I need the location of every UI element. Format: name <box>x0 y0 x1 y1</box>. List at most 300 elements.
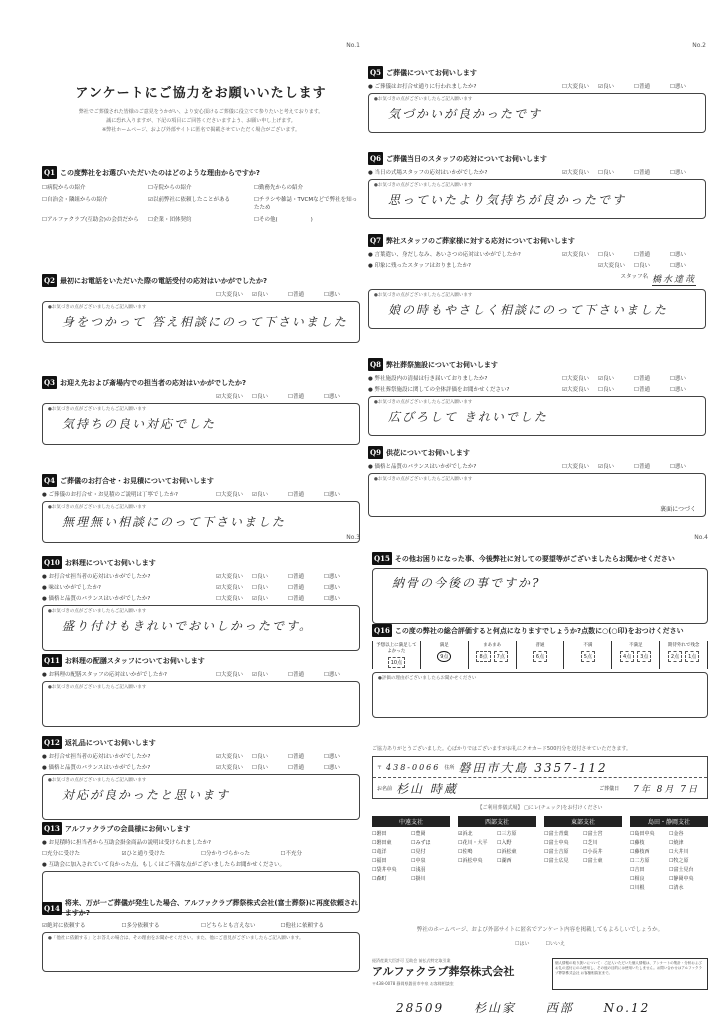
checkbox-icon[interactable]: ☐ <box>252 574 257 580</box>
checkbox-option[interactable] <box>634 261 670 269</box>
checkbox-option[interactable] <box>497 839 536 846</box>
checkbox-icon[interactable]: ☐ <box>669 858 674 864</box>
checkbox-option[interactable] <box>148 215 254 223</box>
checkbox-icon[interactable]: ☐ <box>252 394 257 400</box>
checkbox-option[interactable] <box>634 385 670 393</box>
handwritten-answer[interactable]: 対応が良かったと思います <box>62 788 231 802</box>
checkbox-option[interactable] <box>670 168 706 176</box>
checkbox-option[interactable] <box>148 183 254 191</box>
checkbox-icon[interactable]: ☐ <box>42 851 47 857</box>
comment-box[interactable] <box>368 93 706 133</box>
checkbox-option[interactable] <box>670 385 706 393</box>
score-option[interactable]: 2点 <box>668 651 682 662</box>
checkbox-checked-icon[interactable]: ☑ <box>216 585 221 591</box>
comment-box[interactable] <box>368 289 706 329</box>
checkbox-option[interactable] <box>288 392 324 400</box>
checkbox-option[interactable] <box>497 848 536 855</box>
checkbox-icon[interactable]: ☐ <box>254 217 259 223</box>
comment-box[interactable] <box>42 301 360 343</box>
checkbox-option[interactable] <box>281 921 361 929</box>
checkbox-option[interactable] <box>546 941 566 947</box>
checkbox-option[interactable] <box>254 195 360 211</box>
score-option[interactable]: 6点 <box>533 651 547 662</box>
checkbox-option[interactable] <box>122 921 202 929</box>
checkbox-icon[interactable]: ☐ <box>42 217 47 223</box>
checkbox-icon[interactable]: ☐ <box>634 263 639 269</box>
checkbox-option[interactable] <box>42 849 122 857</box>
checkbox-checked-icon[interactable]: ☑ <box>562 387 567 393</box>
checkbox-option[interactable] <box>598 462 634 470</box>
checkbox-icon[interactable]: ☐ <box>372 840 377 846</box>
checkbox-option[interactable] <box>324 490 360 498</box>
checkbox-option[interactable] <box>583 839 622 846</box>
checkbox-icon[interactable]: ☐ <box>670 263 675 269</box>
checkbox-icon[interactable]: ☐ <box>583 840 588 846</box>
checkbox-option[interactable] <box>544 830 583 837</box>
checkbox-option[interactable] <box>562 462 598 470</box>
checkbox-icon[interactable]: ☐ <box>544 849 549 855</box>
checkbox-icon[interactable]: ☐ <box>634 84 639 90</box>
checkbox-option[interactable] <box>669 839 708 846</box>
checkbox-option[interactable] <box>372 857 411 864</box>
checkbox-option[interactable] <box>42 215 148 223</box>
checkbox-icon[interactable]: ☐ <box>544 831 549 837</box>
checkbox-icon[interactable]: ☐ <box>598 252 603 258</box>
checkbox-icon[interactable]: ☐ <box>216 672 221 678</box>
checkbox-option[interactable] <box>562 168 598 176</box>
checkbox-icon[interactable]: ☐ <box>324 292 329 298</box>
handwritten-answer[interactable]: 広びろして きれいでした <box>388 410 548 424</box>
checkbox-option[interactable] <box>372 830 411 837</box>
checkbox-option[interactable] <box>670 250 706 258</box>
score-group-label: 期待外れで残念 <box>667 643 700 648</box>
checkbox-option[interactable] <box>216 290 252 298</box>
checkbox-icon[interactable]: ☐ <box>254 185 259 191</box>
checkbox-icon[interactable]: ☐ <box>544 840 549 846</box>
checkbox-option[interactable] <box>216 752 252 760</box>
checkbox-option[interactable] <box>288 572 324 580</box>
checkbox-option[interactable] <box>598 168 634 176</box>
checkbox-icon[interactable]: ☐ <box>288 292 293 298</box>
checkbox-option[interactable] <box>630 830 669 837</box>
zip-value[interactable]: 438-0066 <box>386 762 441 772</box>
checkbox-option[interactable] <box>216 670 252 678</box>
checkbox-icon[interactable]: ☐ <box>288 394 293 400</box>
checkbox-option[interactable] <box>583 830 622 837</box>
checkbox-icon[interactable]: ☐ <box>670 387 675 393</box>
checkbox-icon[interactable]: ☐ <box>201 923 206 929</box>
checkbox-option[interactable] <box>544 857 583 864</box>
handwritten-answer[interactable]: 盛り付けもきれいでおいしかったです。 <box>62 619 314 633</box>
checkbox-option[interactable] <box>372 839 411 846</box>
checkbox-icon[interactable]: ☐ <box>411 867 416 873</box>
checkbox-icon[interactable]: ☐ <box>670 252 675 258</box>
checkbox-icon[interactable]: ☐ <box>669 849 674 855</box>
checkbox-checked-icon[interactable]: ☑ <box>598 263 603 269</box>
checkbox-icon[interactable]: ☐ <box>288 585 293 591</box>
checkbox-icon[interactable]: ☐ <box>562 376 567 382</box>
score-option[interactable]: 7点 <box>494 651 508 662</box>
checkbox-icon[interactable]: ☐ <box>324 585 329 591</box>
checkbox-option[interactable] <box>583 848 622 855</box>
comment-box[interactable] <box>372 672 708 718</box>
checkbox-icon[interactable]: ☐ <box>324 492 329 498</box>
checkbox-icon[interactable]: ☐ <box>121 923 127 929</box>
checkbox-checked-icon[interactable]: ☑ <box>562 170 567 176</box>
checkbox-icon[interactable]: ☐ <box>458 849 463 855</box>
checkbox-icon[interactable]: ☐ <box>669 876 674 882</box>
checkbox-option[interactable] <box>669 884 708 891</box>
checkbox-icon[interactable]: ☐ <box>288 596 293 602</box>
checkbox-icon[interactable]: ☐ <box>497 858 502 864</box>
checkbox-option[interactable] <box>288 763 324 771</box>
checkbox-option[interactable] <box>288 594 324 602</box>
checkbox-option[interactable] <box>544 848 583 855</box>
comment-box[interactable] <box>368 473 706 517</box>
checkbox-option[interactable] <box>252 594 288 602</box>
checkbox-icon[interactable]: ☐ <box>280 851 286 857</box>
checkbox-option[interactable] <box>252 572 288 580</box>
comment-box[interactable] <box>42 501 360 543</box>
checkbox-option[interactable] <box>562 250 598 258</box>
checkbox-option[interactable] <box>216 572 252 580</box>
checkbox-option[interactable] <box>497 830 536 837</box>
checkbox-icon[interactable]: ☐ <box>545 941 550 947</box>
checkbox-option[interactable] <box>324 594 360 602</box>
checkbox-icon[interactable]: ☐ <box>288 492 293 498</box>
checkbox-icon[interactable]: ☐ <box>670 464 675 470</box>
checkbox-option[interactable] <box>562 82 598 90</box>
comment-box[interactable] <box>372 568 708 624</box>
checkbox-label: 分かりづらかった <box>205 851 250 857</box>
checkbox-option[interactable] <box>216 490 252 498</box>
checkbox-option[interactable] <box>458 830 497 837</box>
checkbox-icon[interactable]: ☐ <box>372 876 377 882</box>
checkbox-icon[interactable]: ☐ <box>562 84 567 90</box>
checkbox-icon[interactable]: ☐ <box>288 754 293 760</box>
checkbox-icon[interactable]: ☐ <box>288 574 293 580</box>
checkbox-option[interactable] <box>288 583 324 591</box>
checkbox-checked-icon[interactable]: ☑ <box>562 252 567 258</box>
checkbox-option[interactable] <box>252 752 288 760</box>
checkbox-option[interactable] <box>630 884 669 891</box>
checkbox-option[interactable] <box>634 168 670 176</box>
checkbox-icon[interactable]: ☐ <box>497 840 502 846</box>
checkbox-option[interactable] <box>630 875 669 882</box>
checkbox-icon[interactable]: ☐ <box>515 941 520 947</box>
checkbox-icon[interactable]: ☐ <box>583 831 588 837</box>
address-value[interactable]: 磐田市大島 3357-112 <box>458 760 608 775</box>
checkbox-option[interactable] <box>372 875 411 882</box>
question-number: Q1 <box>44 168 55 177</box>
checkbox-label: 大変良い <box>220 765 243 771</box>
checkbox-checked-icon[interactable]: ☑ <box>42 923 47 929</box>
checkbox-option[interactable] <box>562 374 598 382</box>
checkbox-option[interactable] <box>669 857 708 864</box>
comment-box[interactable] <box>368 179 706 219</box>
checkbox-icon[interactable]: ☐ <box>634 170 639 176</box>
checkbox-icon[interactable]: ☐ <box>634 252 639 258</box>
checkbox-checked-icon[interactable]: ☑ <box>216 754 221 760</box>
checkbox-option[interactable] <box>201 849 281 857</box>
checkbox-option[interactable] <box>216 594 252 602</box>
checkbox-label: 森町 <box>376 876 387 882</box>
consent-option[interactable] <box>546 941 566 947</box>
checkbox-option[interactable] <box>634 250 670 258</box>
checkbox-option[interactable] <box>216 392 252 400</box>
checkbox-label: 普通 <box>638 464 650 470</box>
score-option[interactable]: 8点 <box>476 651 490 662</box>
checkbox-checked-icon[interactable]: ☑ <box>252 596 257 602</box>
checkbox-icon[interactable]: ☐ <box>252 585 257 591</box>
checkbox-icon[interactable]: ☐ <box>324 765 329 771</box>
score-option[interactable]: 1点 <box>685 651 699 662</box>
checkbox-option[interactable] <box>372 866 411 873</box>
handwritten-answer[interactable]: 思っていたより気持ちが良かったです <box>388 193 627 207</box>
checkbox-icon[interactable]: ☐ <box>324 754 329 760</box>
checkbox-icon[interactable]: ☐ <box>669 885 674 891</box>
checkbox-icon[interactable]: ☐ <box>216 596 221 602</box>
checkbox-icon[interactable]: ☐ <box>630 831 635 837</box>
checkbox-option[interactable] <box>630 839 669 846</box>
checkbox-checked-icon[interactable]: ☑ <box>216 574 221 580</box>
score-option[interactable]: 9点 <box>437 651 451 662</box>
checkbox-option[interactable] <box>598 385 634 393</box>
checkbox-option[interactable] <box>669 830 708 837</box>
checkbox-option[interactable] <box>324 752 360 760</box>
checkbox-icon[interactable]: ☐ <box>288 765 293 771</box>
checkbox-option[interactable] <box>411 857 450 864</box>
checkbox-icon[interactable]: ☐ <box>669 840 674 846</box>
checkbox-icon[interactable]: ☐ <box>324 672 329 678</box>
checkbox-option[interactable] <box>562 385 598 393</box>
checkbox-option[interactable] <box>252 670 288 678</box>
checkbox-option[interactable] <box>324 392 360 400</box>
checkbox-option[interactable] <box>288 290 324 298</box>
checkbox-icon[interactable]: ☐ <box>148 217 153 223</box>
checkbox-icon[interactable]: ☐ <box>562 464 567 470</box>
checkbox-label: 清水 <box>673 885 684 891</box>
checkbox-option[interactable] <box>411 866 450 873</box>
checkbox-icon[interactable]: ☐ <box>598 170 603 176</box>
checkbox-option[interactable] <box>598 82 634 90</box>
checkbox-icon[interactable]: ☐ <box>670 84 675 90</box>
checkbox-option[interactable] <box>670 462 706 470</box>
handwritten-answer[interactable]: 無理無い相談にのって下さいました <box>62 515 286 529</box>
checkbox-option[interactable] <box>497 857 536 864</box>
checkbox-icon[interactable]: ☐ <box>288 672 293 678</box>
checkbox-icon[interactable]: ☐ <box>544 858 549 864</box>
comment-box[interactable] <box>42 605 360 651</box>
checkbox-option[interactable] <box>324 583 360 591</box>
checkbox-icon[interactable]: ☐ <box>630 876 635 882</box>
checkbox-icon[interactable]: ☐ <box>280 923 286 929</box>
checkbox-icon[interactable]: ☐ <box>372 858 377 864</box>
checkbox-option[interactable] <box>598 374 634 382</box>
checkbox-checked-icon[interactable]: ☑ <box>121 851 127 857</box>
checkbox-option[interactable] <box>411 830 450 837</box>
score-option[interactable]: 5点 <box>581 651 595 662</box>
checkbox-icon[interactable]: ☐ <box>324 394 329 400</box>
checkbox-option[interactable] <box>42 195 148 211</box>
name-value[interactable]: 杉山 時蔵 <box>396 781 458 796</box>
checkbox-option[interactable] <box>634 462 670 470</box>
handwritten-answer[interactable]: 身をつかって 答え相談にのって下さいました <box>62 315 348 329</box>
comment-box[interactable] <box>42 681 360 727</box>
checkbox-checked-icon[interactable]: ☑ <box>252 672 257 678</box>
checkbox-icon[interactable]: ☐ <box>411 831 416 837</box>
checkbox-option[interactable] <box>288 670 324 678</box>
checkbox-icon[interactable]: ☐ <box>598 387 603 393</box>
checkbox-checked-icon[interactable]: ☑ <box>216 765 221 771</box>
checkbox-icon[interactable]: ☐ <box>411 840 416 846</box>
checkbox-icon[interactable]: ☐ <box>201 851 206 857</box>
checkbox-option[interactable] <box>252 392 288 400</box>
checkbox-option[interactable] <box>669 848 708 855</box>
checkbox-option[interactable] <box>252 583 288 591</box>
checkbox-option[interactable] <box>324 670 360 678</box>
checkbox-icon[interactable]: ☐ <box>42 185 47 191</box>
checkbox-icon[interactable]: ☐ <box>630 840 635 846</box>
checkbox-icon[interactable]: ☐ <box>252 765 257 771</box>
checkbox-icon[interactable]: ☐ <box>411 858 416 864</box>
checkbox-icon[interactable]: ☐ <box>583 858 588 864</box>
checkbox-icon[interactable]: ☐ <box>372 867 377 873</box>
checkbox-option[interactable] <box>669 866 708 873</box>
checkbox-icon[interactable]: ☐ <box>458 858 463 864</box>
checkbox-option[interactable] <box>252 763 288 771</box>
checkbox-label: 良い <box>602 464 614 470</box>
checkbox-option[interactable] <box>458 839 497 846</box>
checkbox-checked-icon[interactable]: ☑ <box>252 292 257 298</box>
checkbox-option[interactable] <box>324 572 360 580</box>
checkbox-option[interactable] <box>288 490 324 498</box>
checkbox-option[interactable] <box>458 857 497 864</box>
handwritten-answer[interactable]: 納骨の今後の事ですか? <box>392 576 541 590</box>
question-title: 弊社スタッフのご葬家様に対する応対についてお伺いします <box>385 236 575 245</box>
checkbox-option[interactable] <box>458 848 497 855</box>
handwritten-answer[interactable]: 気づかいが良かったです <box>388 107 543 121</box>
checkbox-icon[interactable]: ☐ <box>252 754 257 760</box>
checkbox-option[interactable] <box>254 183 360 191</box>
checkbox-icon[interactable]: ☐ <box>630 867 635 873</box>
score-option[interactable]: 3点 <box>637 651 651 662</box>
checkbox-icon[interactable]: ☐ <box>634 387 639 393</box>
checkbox-icon[interactable]: ☐ <box>583 849 588 855</box>
checkbox-checked-icon[interactable]: ☑ <box>216 394 221 400</box>
checkbox-icon[interactable]: ☐ <box>497 849 502 855</box>
checkbox-option[interactable] <box>670 261 706 269</box>
consent-option[interactable] <box>515 941 530 947</box>
checkbox-label: 芝川 <box>587 840 598 846</box>
checkbox-icon[interactable]: ☐ <box>670 376 675 382</box>
checkbox-icon[interactable]: ☐ <box>372 831 377 837</box>
checkbox-icon[interactable]: ☐ <box>458 840 463 846</box>
checkbox-option[interactable] <box>42 183 148 191</box>
staff-name-value[interactable]: 橋水達哉 <box>652 272 696 286</box>
checkbox-option[interactable] <box>252 290 288 298</box>
checkbox-icon[interactable]: ☐ <box>630 849 635 855</box>
checkbox-option[interactable] <box>634 82 670 90</box>
score-option[interactable]: 4点 <box>620 651 634 662</box>
checkbox-option[interactable] <box>598 250 634 258</box>
checkbox-icon[interactable]: ☐ <box>669 867 674 873</box>
handwritten-answer[interactable]: 娘の時もやさしく相談にのって下さいました <box>388 303 668 317</box>
checkbox-option[interactable] <box>670 82 706 90</box>
score-points <box>519 651 562 662</box>
checkbox-option[interactable] <box>411 875 450 882</box>
funeral-date-value[interactable]: 7年 8月 7日 <box>633 784 699 795</box>
checkbox-icon[interactable]: ☐ <box>324 596 329 602</box>
checkbox-option[interactable] <box>324 290 360 298</box>
checkbox-checked-icon[interactable]: ☑ <box>598 464 603 470</box>
checkbox-option[interactable] <box>216 763 252 771</box>
comment-box[interactable] <box>42 932 360 972</box>
checkbox-option[interactable] <box>411 839 450 846</box>
checkbox-option[interactable] <box>630 848 669 855</box>
checkbox-icon[interactable]: ☐ <box>634 464 639 470</box>
checkbox-icon[interactable]: ☐ <box>324 574 329 580</box>
checkbox-option[interactable] <box>583 857 622 864</box>
checkbox-option[interactable] <box>630 866 669 873</box>
checkbox-icon[interactable]: ☐ <box>497 831 502 837</box>
checkbox-icon[interactable]: ☐ <box>630 885 635 891</box>
checkbox-option[interactable] <box>324 763 360 771</box>
checkbox-icon[interactable]: ☐ <box>411 876 416 882</box>
comment-box[interactable] <box>42 774 360 820</box>
checkbox-checked-icon[interactable]: ☑ <box>148 197 153 203</box>
checkbox-icon[interactable]: ☐ <box>216 492 221 498</box>
checkbox-option[interactable] <box>281 849 361 857</box>
checkbox-checked-icon[interactable]: ☑ <box>598 84 603 90</box>
checkbox-icon[interactable]: ☐ <box>372 849 377 855</box>
checkbox-icon[interactable]: ☐ <box>411 849 416 855</box>
checkbox-option[interactable] <box>372 848 411 855</box>
score-option[interactable]: 10点 <box>388 657 405 668</box>
checkbox-option[interactable] <box>122 849 202 857</box>
checkbox-checked-icon[interactable]: ☑ <box>252 492 257 498</box>
checkbox-option[interactable] <box>670 374 706 382</box>
checkbox-option[interactable] <box>598 261 634 269</box>
checkbox-icon[interactable]: ☐ <box>254 197 259 203</box>
checkbox-option[interactable] <box>411 848 450 855</box>
checkbox-option[interactable] <box>288 752 324 760</box>
comment-box[interactable] <box>42 403 360 445</box>
checkbox-option[interactable] <box>42 921 122 929</box>
checkbox-checked-icon[interactable]: ☑ <box>598 376 603 382</box>
checkbox-option[interactable] <box>515 941 530 947</box>
checkbox-icon[interactable]: ☐ <box>634 376 639 382</box>
checkbox-option[interactable] <box>201 921 281 929</box>
checkbox-icon[interactable]: ☐ <box>216 292 221 298</box>
checkbox-icon[interactable]: ☐ <box>42 197 47 203</box>
checkbox-checked-icon[interactable]: ☑ <box>458 831 463 837</box>
checkbox-icon[interactable]: ☐ <box>669 831 674 837</box>
comment-box[interactable] <box>368 396 706 436</box>
checkbox-option[interactable] <box>252 490 288 498</box>
checkbox-icon[interactable]: ☐ <box>630 858 635 864</box>
checkbox-icon[interactable]: ☐ <box>670 170 675 176</box>
checkbox-option[interactable] <box>544 839 583 846</box>
checkbox-option[interactable] <box>669 875 708 882</box>
checkbox-option[interactable] <box>630 857 669 864</box>
checkbox-option[interactable] <box>254 215 360 223</box>
checkbox-option[interactable] <box>148 195 254 211</box>
checkbox-option[interactable] <box>216 583 252 591</box>
handwritten-answer[interactable]: 気持ちの良い対応でした <box>62 417 217 431</box>
checkbox-option[interactable] <box>634 374 670 382</box>
checkbox-icon[interactable]: ☐ <box>148 185 153 191</box>
